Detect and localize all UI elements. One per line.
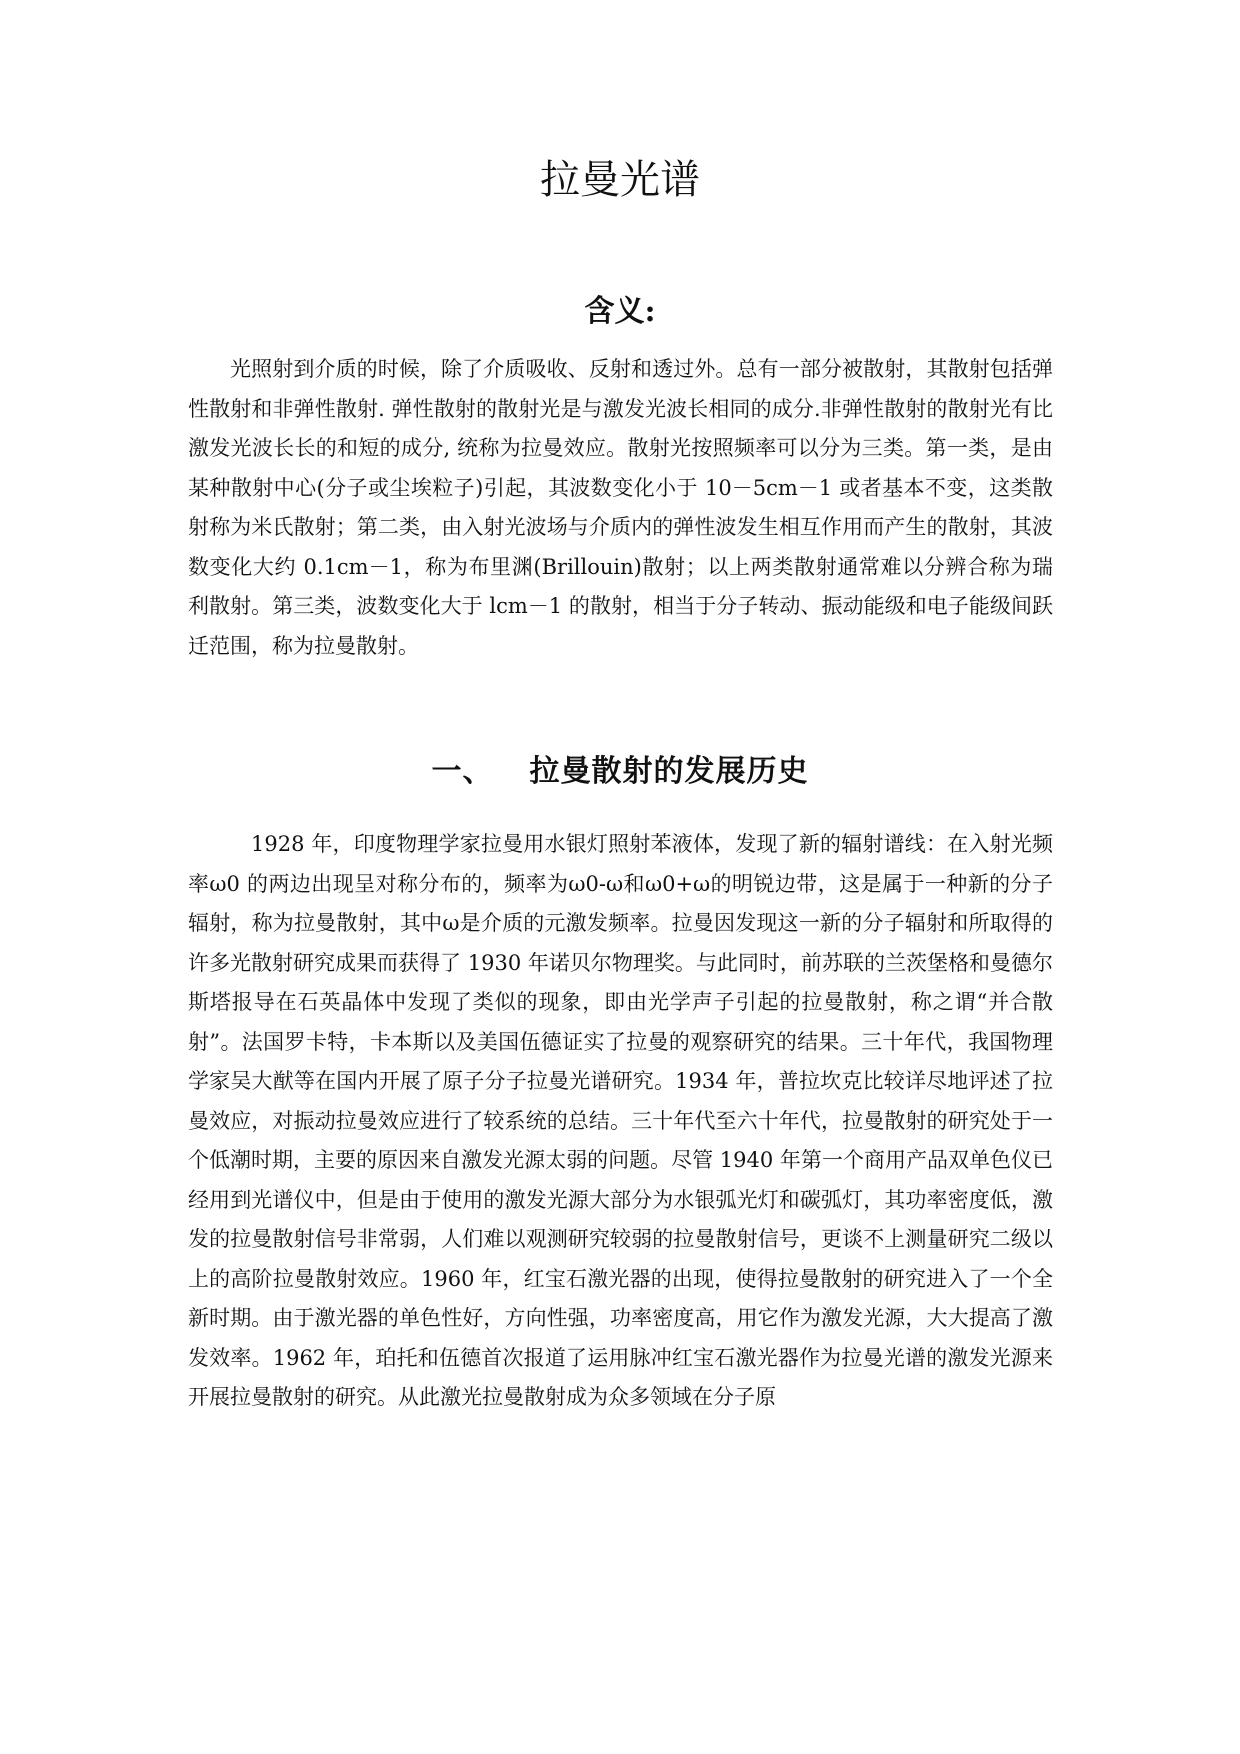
meaning-paragraph: 光照射到介质的时候，除了介质吸收、反射和透过外。总有一部分被散射，其散射包括弹性散射和非弹性散射. 弹性散射的散射光是与激发光波长相同的成分.非弹性散射的散射光有比激发光波长长的和短的成分, 统称为拉曼效应。散射光按照频率可以分为三类。第一类，是由某种散射中心(分子或尘埃粒子)引起，其波数变化小于 10－5cm－1 或者基本不变，这类散射称为米氏散射；第二类，由入射光波场与介质内的弹性波发生相互作用而产生的散射，其波数变化大约 0.1cm－1，称为布里渊(Brillouin)散射；以上两类散射通常难以分辨合称为瑞利散射。第三类，波数变化大于 lcm－1 的散射，相当于分子转动、振动能级和电子能级间跃迁范围，称为拉曼散射。 [188,357,1053,658]
section-number: 一、 [431,754,494,789]
meaning-heading: 含义: [584,294,656,329]
document-title: 拉曼光谱 [540,157,700,203]
section-title: 拉曼散射的发展历史 [529,754,809,789]
section-heading-history [0,750,1240,794]
history-paragraph: 1928 年，印度物理学家拉曼用水银灯照射苯液体，发现了新的辐射谱线：在入射光频率ω0 的两边出现呈对称分布的，频率为ω0-ω和ω0+ω的明锐边带，这是属于一种新的分子辐射，称为拉曼散射，其中ω是介质的元激发频率。拉曼因发现这一新的分子辐射和所取得的许多光散射研究成果而获得了 1930 年诺贝尔物理奖。与此同时，前苏联的兰茨堡格和曼德尔斯塔报导在石英晶体中发现了类似的现象，即由光学声子引起的拉曼散射，称之谓“并合散射”。法国罗卡特，卡本斯以及美国伍德证实了拉曼的观察研究的结果。三十年代，我国物理学家吴大猷等在国内开展了原子分子拉曼光谱研究。1934 年，普拉坎克比较详尽地评述了拉曼效应，对振动拉曼效应进行了较系统的总结。三十年代至六十年代，拉曼散射的研究处于一个低潮时期，主要的原因来自激发光源太弱的问题。尽管 1940 年第一个商用产品双单色仪已经用到光谱仪中，但是由于使用的激发光源大部分为水银弧光灯和碳弧灯，其功率密度低，激发的拉曼散射信号非常弱，人们难以观测研究较弱的拉曼散射信号，更谈不上测量研究二级以上的高阶拉曼散射效应。1960 年，红宝石激光器的出现，使得拉曼散射的研究进入了一个全新时期。由于激光器的单色性好，方向性强，功率密度高，用它作为激发光源，大大提高了激发效率。1962 年，珀托和伍德首次报道了运用脉冲红宝石激光器作为拉曼光谱的激发光源来开展拉曼散射的研究。从此激光拉曼散射成为众多领域在分子原 [188,832,1053,1409]
